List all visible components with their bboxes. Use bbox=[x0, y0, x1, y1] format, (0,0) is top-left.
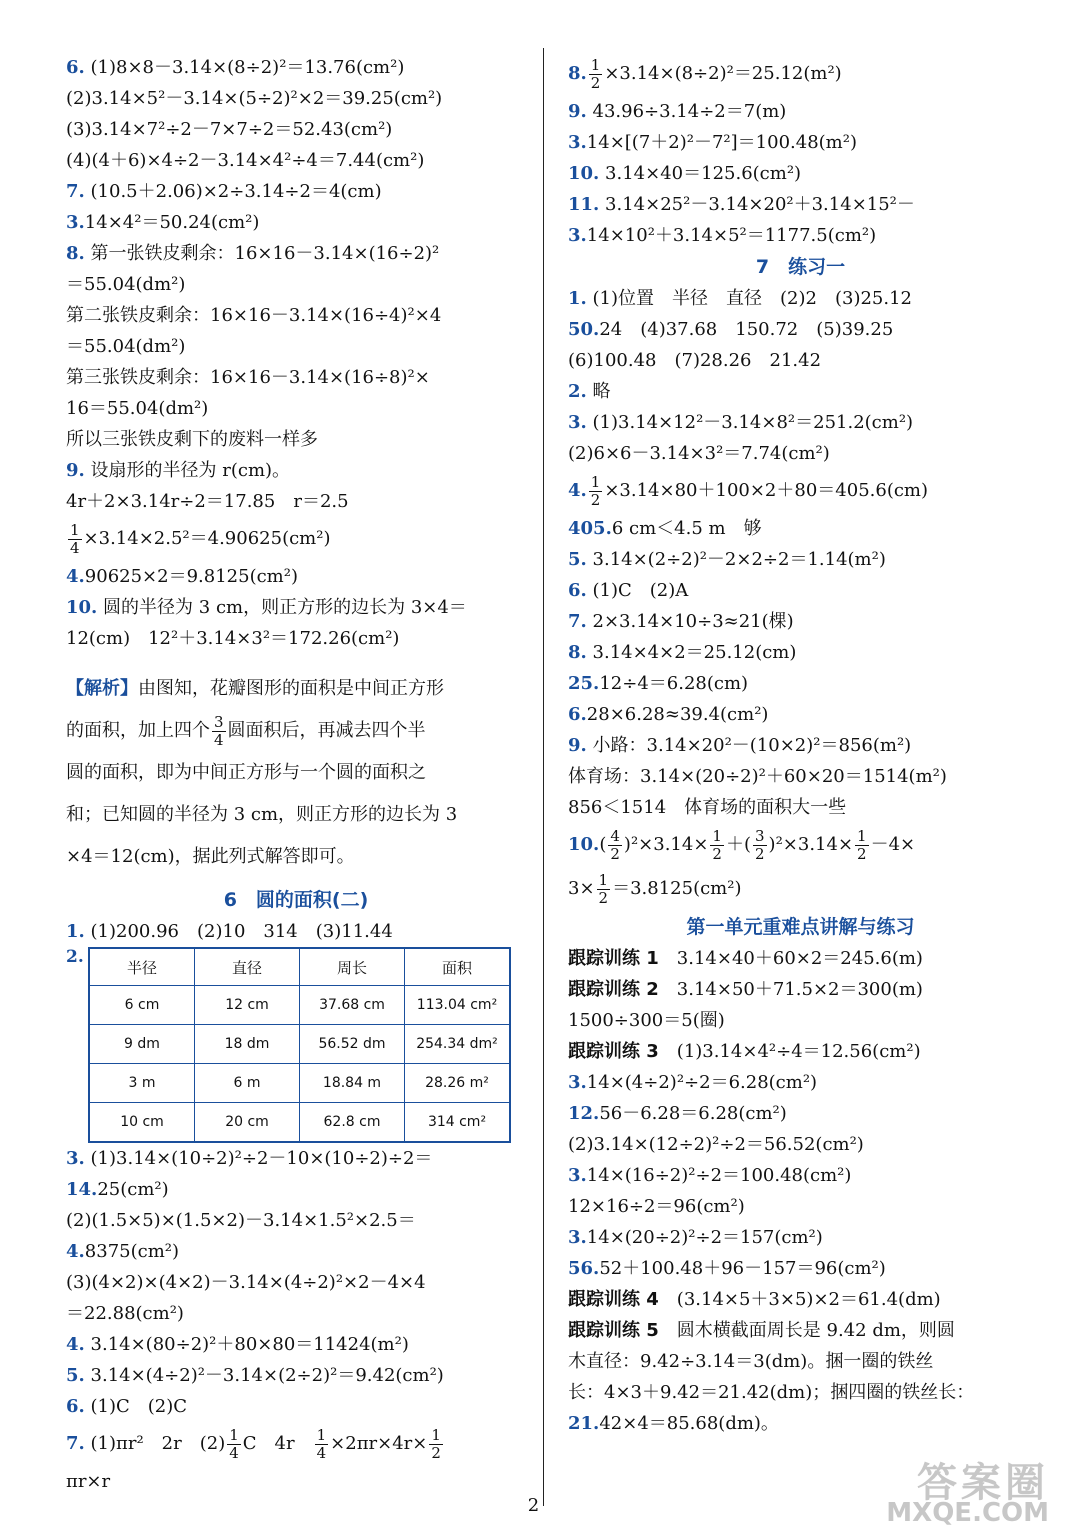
fraction: $\frac{1}{2}$ bbox=[431, 1425, 441, 1462]
answer-line: (3)(4×2)×(4×2)－3.14×(4÷2)²×2－4×4 bbox=[66, 1272, 426, 1293]
fraction: $\frac{1}{2}$ bbox=[590, 55, 601, 92]
section-title: 第一单元重难点讲解与练习 bbox=[686, 916, 915, 938]
answer-line: 所以三张铁皮剩下的废料一样多 bbox=[66, 429, 318, 450]
fraction: $\frac{4}{2}$ bbox=[610, 826, 620, 863]
answer-line: 1500÷300＝5(圈) bbox=[568, 1010, 725, 1031]
answer-line: ＝22.88(cm²) bbox=[66, 1303, 184, 1324]
analysis-block: 【解析】由图知，花瓣图形的面积是中间正方形 的面积，加上四个 $\frac{3}{4}$ 圆面积后，再减去四个半 圆的面积，即为中间正方形与一个圆的面积之 和；已知圆的半径为 3 cm，则正方形的边长为 3 ×4＝12(cm)，据此列式解答即可。 bbox=[66, 678, 458, 867]
answer-line: 11. 3.14×25²－3.14×20²＋3.14×15²－ bbox=[568, 194, 915, 215]
table-cell: 18.84 m bbox=[300, 1064, 405, 1103]
analysis-tag: 【解析】 bbox=[66, 678, 138, 699]
answer-line: 4.90625×2＝9.8125(cm²) bbox=[66, 566, 298, 587]
training-line: 跟踪训练 3 (1)3.14×4²÷4＝12.56(cm²) bbox=[568, 1041, 921, 1062]
table-cell: 37.68 cm bbox=[300, 986, 405, 1025]
fraction: $\frac{1}{4}$ bbox=[229, 1425, 239, 1462]
table-cell: 3 m bbox=[89, 1064, 195, 1103]
table-cell: 28.26 m² bbox=[405, 1064, 511, 1103]
answer-line: 4. 3.14×(80÷2)²＋80×80＝11424(m²) bbox=[66, 1334, 409, 1355]
training-line: 跟踪训练 5 圆木横截面周长是 9.42 dm，则圆 bbox=[568, 1320, 955, 1341]
answer-line: 12×16÷2＝96(cm²) bbox=[568, 1196, 745, 1217]
table-cell: 6 cm bbox=[89, 986, 195, 1025]
answer-line-fraction: 3× $\frac{1}{2}$ ＝3.8125(cm²) bbox=[568, 870, 742, 907]
fraction: $\frac{1}{2}$ bbox=[598, 870, 609, 907]
answer-line: 14.25(cm²) bbox=[66, 1179, 169, 1200]
answer-line: (4)(4＋6)×4÷2－3.14×4²÷4＝7.44(cm²) bbox=[66, 150, 425, 171]
answer-table bbox=[88, 947, 511, 1143]
table-cell: 314 cm² bbox=[405, 1103, 511, 1143]
section-title: 6 圆的面积(二) bbox=[223, 889, 369, 911]
answer-line: 10. 3.14×40＝125.6(cm²) bbox=[568, 163, 802, 184]
answer-line: 1. (1)位置 半径 直径 (2)2 (3)25.12 bbox=[568, 288, 912, 309]
answer-line: 10. 圆的半径为 3 cm，则正方形的边长为 3×4＝ bbox=[66, 597, 467, 618]
table-block: 2. 半径 直径 周长 面积 6 cm 12 cm 37.68 cm 113.04 cm² 9 dm 18 dm 56.52 dm 254.34 dm² 3 m 6 m 18.84 m 28.26 m² 10 cm 20 cm 62.8 cm 314 cm² bbox=[66, 947, 526, 1143]
answer-line: 3.14×10²＋3.14×5²＝1177.5(cm²) bbox=[568, 225, 877, 246]
answer-line: 木直径：9.42÷3.14＝3(dm)。捆一圈的铁丝 bbox=[568, 1351, 934, 1372]
answer-line-fraction: $\frac{1}{4}$ ×3.14×2.5²＝4.90625(cm²) bbox=[70, 520, 331, 557]
fraction: $\frac{3}{4}$ bbox=[214, 712, 224, 749]
answer-line: (6)100.48 (7)28.26 21.42 bbox=[568, 350, 822, 371]
training-line: 跟踪训练 1 3.14×40＋60×2＝245.6(m) bbox=[568, 948, 923, 969]
fraction: $\frac{3}{2}$ bbox=[754, 826, 765, 863]
answer-line: 856＜1514 体育场的面积大一些 bbox=[568, 797, 847, 818]
answer-line: 9. 小路：3.14×20²－(10×2)²＝856(m²) bbox=[568, 735, 912, 756]
answer-line-fraction: 4. $\frac{1}{2}$ ×3.14×80＋100×2＋80＝405.6(cm) bbox=[568, 472, 929, 509]
page-number: 2 bbox=[527, 1495, 540, 1516]
answer-line: 第三张铁皮剩余：16×16－3.14×(16÷8)²× bbox=[66, 367, 430, 388]
left-column bbox=[66, 52, 526, 1497]
answer-line: 7. (10.5＋2.06)×2÷3.14÷2＝4(cm) bbox=[66, 181, 382, 202]
answer-line: ＝55.04(dm²) bbox=[66, 274, 186, 295]
answer-line: 6.28×6.28≈39.4(cm²) bbox=[568, 704, 769, 725]
answer-line: (2)6×6－3.14×3²＝7.74(cm²) bbox=[568, 443, 830, 464]
table-cell: 254.34 dm² bbox=[405, 1025, 511, 1064]
table-cell: 62.8 cm bbox=[300, 1103, 405, 1143]
table-cell: 56.52 dm bbox=[300, 1025, 405, 1064]
answer-line: 8. 3.14×4×2＝25.12(cm) bbox=[568, 642, 797, 663]
answer-line: 3.14×4²＝50.24(cm²) bbox=[66, 212, 260, 233]
answer-line: 3.14×(4÷2)²÷2＝6.28(cm²) bbox=[568, 1072, 818, 1093]
answer-line-fraction: 7. (1)πr² 2r (2) $\frac{1}{4}$ C 4r $\frac{1}{4}$ ×2πr×4r× $\frac{1}{2}$ bbox=[66, 1425, 441, 1462]
table-header: 面积 bbox=[405, 948, 511, 986]
answer-line: 5. 3.14×(2÷2)²－2×2÷2＝1.14(m²) bbox=[568, 549, 886, 570]
table-cell: 20 cm bbox=[195, 1103, 300, 1143]
table-cell: 9 dm bbox=[89, 1025, 195, 1064]
answer-line: 3.14×[(7＋2)²－7²]＝100.48(m²) bbox=[568, 132, 857, 153]
answer-line: 7. 2×3.14×10÷3≈21(棵) bbox=[568, 611, 794, 632]
table-cell: 113.04 cm² bbox=[405, 986, 511, 1025]
answer-line: 5. 3.14×(4÷2)²－3.14×(2÷2)²＝9.42(cm²) bbox=[66, 1365, 444, 1386]
table-cell: 12 cm bbox=[195, 986, 300, 1025]
table-header: 直径 bbox=[195, 948, 300, 986]
answer-line: 12(cm) 12²＋3.14×3²＝172.26(cm²) bbox=[66, 628, 400, 649]
answer-line: (3)3.14×7²÷2－7×7÷2＝52.43(cm²) bbox=[66, 119, 393, 140]
answer-line: 16＝55.04(dm²) bbox=[66, 398, 209, 419]
answer-line: 4.8375(cm²) bbox=[66, 1241, 180, 1262]
training-line: 跟踪训练 4 (3.14×5＋3×5)×2＝61.4(dm) bbox=[568, 1289, 941, 1310]
fraction: $\frac{1}{2}$ bbox=[857, 826, 867, 863]
training-line: 跟踪训练 2 3.14×50＋71.5×2＝300(m) bbox=[568, 979, 923, 1000]
answer-line: 3. (1)3.14×12²－3.14×8²＝251.2(cm²) bbox=[568, 412, 914, 433]
column-divider bbox=[543, 48, 544, 1506]
watermark-logo: 答案圈 MXQE.COM bbox=[886, 1460, 1049, 1528]
answer-line: 25.12÷4＝6.28(cm) bbox=[568, 673, 749, 694]
answer-line: 6. (1)C (2)C bbox=[66, 1396, 188, 1417]
answer-line: 3.14×(20÷2)²÷2＝157(cm²) bbox=[568, 1227, 823, 1248]
answer-line: 21.42×4＝85.68(dm)。 bbox=[568, 1413, 779, 1434]
fraction: $\frac{1}{4}$ bbox=[316, 1425, 327, 1462]
answer-line: 体育场：3.14×(20÷2)²＋60×20＝1514(m²) bbox=[568, 766, 947, 787]
answer-line: 6. (1)C (2)A bbox=[568, 580, 689, 601]
answer-line: 3. (1)3.14×(10÷2)²÷2－10×(10÷2)÷2＝ bbox=[66, 1148, 433, 1169]
table-cell: 6 m bbox=[195, 1064, 300, 1103]
answer-line: 405.6 cm＜4.5 m 够 bbox=[568, 518, 762, 539]
fraction: $\frac{1}{2}$ bbox=[712, 826, 722, 863]
answer-line: 56.52＋100.48＋96－157＝96(cm²) bbox=[568, 1258, 886, 1279]
answer-line: 长：4×3＋9.42＝21.42(dm)；捆四圈的铁丝长： bbox=[568, 1382, 975, 1403]
fraction: $\frac{1}{2}$ bbox=[590, 472, 601, 509]
answer-line: (2)(1.5×5)×(1.5×2)－3.14×1.5²×2.5＝ bbox=[66, 1210, 416, 1231]
answer-line: πr×r bbox=[66, 1471, 111, 1492]
table-cell: 10 cm bbox=[89, 1103, 195, 1143]
table-header: 周长 bbox=[300, 948, 405, 986]
right-column bbox=[568, 52, 1033, 1439]
answer-line: 8. 第一张铁皮剩余：16×16－3.14×(16÷2)² bbox=[66, 243, 440, 264]
answer-line-fraction: 10.( $\frac{4}{2}$ )²×3.14× $\frac{1}{2}$ ＋( $\frac{3}{2}$ )²×3.14× $\frac{1}{2}$ －4× bbox=[568, 826, 916, 863]
answer-line: 9. 设扇形的半径为 r(cm)。 bbox=[66, 460, 291, 481]
answer-line: 1. (1)200.96 (2)10 314 (3)11.44 bbox=[66, 921, 393, 942]
answer-line: 12.56－6.28＝6.28(cm²) bbox=[568, 1103, 787, 1124]
answer-line: 3.14×(16÷2)²÷2＝100.48(cm²) bbox=[568, 1165, 852, 1186]
answer-line: 9. 43.96÷3.14÷2＝7(m) bbox=[568, 101, 787, 122]
answer-line: (2)3.14×5²－3.14×(5÷2)²×2＝39.25(cm²) bbox=[66, 88, 443, 109]
answer-line: 2. 略 bbox=[568, 381, 611, 402]
table-cell: 18 dm bbox=[195, 1025, 300, 1064]
answer-line: 50.24 (4)37.68 150.72 (5)39.25 bbox=[568, 319, 894, 340]
table-header: 半径 bbox=[89, 948, 195, 986]
section-title: 7 练习一 bbox=[755, 256, 846, 278]
answer-line: 6. (1)8×8－3.14×(8÷2)²＝13.76(cm²) bbox=[66, 57, 405, 78]
answer-line: ＝55.04(dm²) bbox=[66, 336, 186, 357]
answer-line: (2)3.14×(12÷2)²÷2＝56.52(cm²) bbox=[568, 1134, 864, 1155]
answer-line-fraction: 8. $\frac{1}{2}$ ×3.14×(8÷2)²＝25.12(m²) bbox=[568, 55, 842, 92]
answer-line: 4r＋2×3.14r÷2＝17.85 r＝2.5 bbox=[66, 491, 349, 512]
answer-line: 第二张铁皮剩余：16×16－3.14×(16÷4)²×4 bbox=[66, 305, 442, 326]
fraction: $\frac{1}{4}$ bbox=[70, 520, 80, 557]
